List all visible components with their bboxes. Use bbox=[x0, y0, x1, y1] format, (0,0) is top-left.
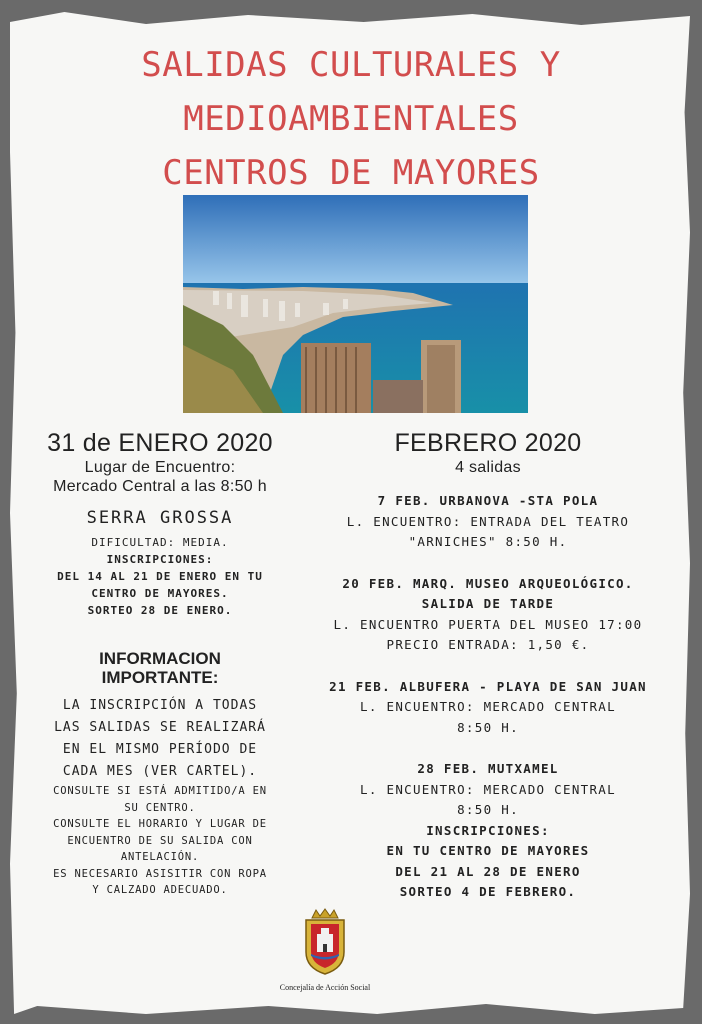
event-line: L. ENCUENTRO: MERCADO CENTRAL bbox=[360, 699, 616, 714]
coastline-photo bbox=[183, 195, 528, 413]
department-name: Concejalía de Acción Social bbox=[279, 983, 371, 992]
info-title-line-2: IMPORTANTE: bbox=[101, 668, 219, 687]
january-inscriptions-line-2: CENTRO DE MAYORES. bbox=[91, 587, 229, 600]
february-inscriptions-line-1: EN TU CENTRO DE MAYORES bbox=[386, 843, 590, 858]
event-title: 21 FEB. ALBUFERA - PLAYA DE SAN JUAN bbox=[329, 678, 647, 694]
january-draw: SORTEO 28 DE ENERO. bbox=[87, 604, 233, 617]
event-title: 20 FEB. MARQ. MUSEO ARQUEOLÓGICO. bbox=[342, 575, 634, 591]
info-main bbox=[22, 695, 298, 783]
info-small-line: ES NECESARIO ASISITIR CON ROPA bbox=[53, 867, 267, 880]
event-line: "ARNICHES" 8:50 H. bbox=[408, 534, 568, 549]
info-main-line: EN EL MISMO PERÍODO DE bbox=[62, 742, 258, 757]
info-main-line: LA INSCRIPCIÓN A TODAS bbox=[62, 698, 258, 713]
info-small-line: SU CENTRO. bbox=[124, 801, 196, 814]
january-inscriptions-line-1: DEL 14 AL 21 DE ENERO EN TU bbox=[57, 570, 263, 583]
info-small-line: Y CALZADO ADECUADO. bbox=[92, 884, 228, 896]
route-name: SERRA GROSSA bbox=[86, 508, 234, 528]
event-subtitle: SALIDA DE TARDE bbox=[421, 596, 555, 611]
february-inscriptions-line-2: DEL 21 AL 28 DE ENERO bbox=[395, 863, 581, 879]
february-heading: FEBRERO 2020 bbox=[394, 429, 582, 457]
info-small-line: CONSULTE SI ESTÁ ADMITIDO/A EN bbox=[53, 785, 267, 797]
january-inscriptions-label: INSCRIPCIONES: bbox=[106, 553, 214, 566]
info-title-line-1: INFORMACION bbox=[99, 649, 221, 668]
event-2 bbox=[312, 574, 664, 656]
february-column bbox=[312, 428, 664, 903]
event-line: L. ENCUENTRO: MERCADO CENTRAL bbox=[360, 781, 616, 797]
meeting-label: Lugar de Encuentro: bbox=[84, 459, 236, 476]
event-3 bbox=[312, 677, 664, 739]
event-line: L. ENCUENTRO: ENTRADA DEL TEATRO bbox=[346, 513, 630, 529]
january-column bbox=[22, 428, 298, 899]
info-small-line: ANTELACIÓN. bbox=[120, 851, 200, 863]
title-line-1: SALIDAS CULTURALES Y bbox=[141, 45, 561, 85]
info-title bbox=[22, 649, 298, 687]
difficulty: DIFICULTAD: MEDIA. bbox=[91, 536, 229, 549]
event-line: L. ENCUENTRO PUERTA DEL MUSEO 17:00 bbox=[333, 616, 643, 632]
february-count: 4 salidas bbox=[455, 459, 521, 476]
meeting-place: Mercado Central a las 8:50 h bbox=[53, 478, 267, 495]
info-small-line: ENCUENTRO DE SU SALIDA CON bbox=[67, 834, 253, 847]
event-1 bbox=[312, 491, 664, 553]
february-draw: SORTEO 4 DE FEBRERO. bbox=[399, 884, 577, 899]
january-heading: 31 de ENERO 2020 bbox=[47, 429, 273, 457]
event-4 bbox=[312, 759, 664, 903]
city-coat-of-arms-logo bbox=[300, 908, 350, 976]
poster-title bbox=[0, 38, 702, 200]
february-inscriptions-label: INSCRIPCIONES: bbox=[426, 822, 550, 838]
event-line: PRECIO ENTRADA: 1,50 €. bbox=[386, 637, 590, 652]
event-line: 8:50 H. bbox=[457, 719, 519, 735]
event-title: 28 FEB. MUTXAMEL bbox=[417, 761, 559, 776]
info-main-line: LAS SALIDAS SE REALIZARÁ bbox=[54, 720, 266, 735]
event-title: 7 FEB. URBANOVA -STA POLA bbox=[377, 493, 599, 508]
info-small bbox=[22, 783, 298, 899]
title-line-2: MEDIOAMBIENTALES bbox=[183, 99, 519, 139]
event-line: 8:50 H. bbox=[457, 802, 519, 817]
title-line-3: CENTROS DE MAYORES bbox=[162, 153, 540, 193]
info-small-line: CONSULTE EL HORARIO Y LUGAR DE bbox=[53, 818, 267, 830]
info-main-line: CADA MES (VER CARTEL). bbox=[62, 764, 258, 779]
